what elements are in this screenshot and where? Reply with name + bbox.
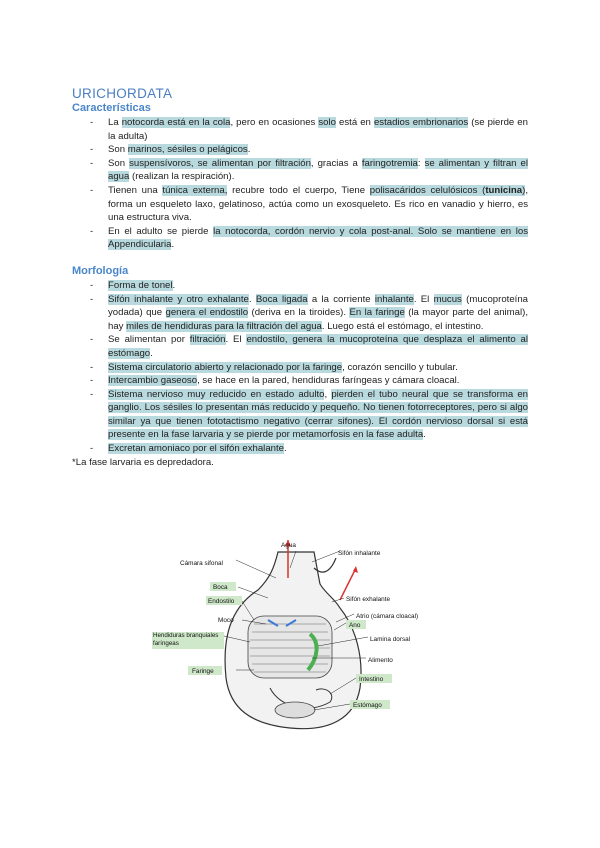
label-boca: Boca — [213, 584, 228, 591]
list-item — [72, 333, 528, 360]
highlighted-text: miles de hendiduras para la filtración del agua — [126, 320, 322, 332]
text-segment: . — [423, 429, 426, 441]
ascidian-diagram — [150, 538, 450, 738]
highlighted-text: notocorda está en la cola — [121, 117, 231, 128]
document-title: URICHORDATA — [72, 86, 173, 101]
text-segment: . — [172, 279, 176, 291]
highlighted-text: Intercambio gaseoso — [108, 375, 198, 387]
text-segment: Se alimentan por — [108, 334, 190, 346]
list-item — [72, 184, 528, 225]
highlighted-text: Excretan amoniaco por el sifón exhalante — [108, 443, 284, 455]
text-segment: a la corriente — [307, 293, 375, 305]
text-segment: Son — [108, 157, 130, 169]
highlighted-text: mucus — [433, 293, 462, 305]
text-segment: . Luego está el estómago, el intestino. — [321, 320, 484, 332]
list-item — [72, 361, 528, 375]
highlighted-text: endostilo, genera la mucoproteína que desplaza el alimento al estómago — [108, 334, 528, 359]
highlighted-text: se alimentan y filtran el agua — [108, 157, 528, 183]
bullet-dash: - — [90, 375, 94, 387]
list-item — [72, 225, 528, 252]
text-segment: , gracias a — [310, 157, 362, 169]
highlighted-text: inhalante — [374, 293, 414, 305]
text-segment: (se pierde en la adulta) — [108, 117, 528, 142]
bullet-dash: - — [90, 144, 94, 156]
text-segment: . — [171, 239, 175, 251]
bullet-dash: - — [90, 443, 94, 455]
bullet-dash: - — [90, 293, 94, 305]
highlighted-text: . Los sésiles lo presentan más reducido y pequeño. No tienen fotorreceptores, pero si algo similar ya que tienen fototactismo negativo (cerrar sifones). El cordón nervioso dorsal si está presente en la fase larvaria y se pierde por metamorfosis en la fase adulta — [108, 402, 528, 441]
label-estomago: Estómago — [353, 702, 382, 709]
highlighted-text: tunicina — [485, 184, 523, 196]
list-item — [72, 388, 528, 442]
text-segment: está en — [335, 117, 374, 128]
section-heading-caracteristicas: Características — [72, 102, 151, 114]
label-faringe: Faringe — [192, 668, 214, 675]
highlighted-text: En la faringe — [349, 307, 405, 319]
label-alimento: Alimento — [368, 657, 393, 664]
label-hendiduras: Hendiduras branquiales faríngeas — [153, 632, 219, 647]
bullet-dash: - — [90, 117, 94, 128]
highlighted-text: filtración — [189, 334, 226, 346]
text-segment: Tienen una — [108, 184, 163, 196]
label-lamina-dorsal: Lamina dorsal — [370, 636, 411, 643]
text-segment: , — [324, 388, 332, 400]
text-segment: , corazón sencillo y tubular. — [342, 361, 458, 373]
text-segment: (deriva en la tiroides). — [248, 307, 350, 319]
bullet-dash: - — [90, 184, 94, 196]
label-intestino: Intestino — [359, 676, 384, 683]
highlighted-text: Forma de tonel — [108, 279, 173, 291]
highlighted-text: Boca ligada — [255, 293, 308, 305]
highlighted-text: solo — [318, 117, 336, 128]
label-sifon-inhalante: Sifón inhalante — [338, 550, 381, 557]
highlighted-text: ) — [522, 184, 526, 196]
highlighted-text: marinos, sésiles o pelágicos — [127, 144, 248, 156]
section-heading-morfologia: Morfología — [72, 264, 129, 277]
larva-note: *La fase larvaria es depredadora. — [72, 456, 214, 468]
highlighted-text: suspensívoros, se alimentan por filtración — [129, 157, 311, 169]
highlighted-text: faringotremia — [361, 157, 418, 169]
text-segment: . — [247, 144, 251, 156]
ascidian-anatomy-illustration — [150, 538, 450, 738]
bullet-dash: - — [90, 157, 94, 169]
bullet-dash: - — [90, 279, 94, 291]
list-item — [72, 143, 528, 157]
text-segment: . — [284, 443, 287, 455]
highlighted-text: genera el endostilo — [165, 307, 249, 319]
bullet-dash: - — [90, 361, 94, 373]
text-segment: (la mayor parte del animal), hay — [108, 307, 529, 332]
label-moco: Moco — [218, 617, 234, 624]
text-segment: . — [150, 347, 153, 359]
list-item — [72, 279, 528, 293]
document-page — [72, 86, 528, 469]
highlighted-text: Sifón inhalante y otro exhalante — [108, 293, 249, 305]
text-segment: . El — [225, 334, 247, 346]
highlighted-text: Sistema circulatorio abierto y relacionado por la faringe — [108, 361, 343, 373]
highlighted-text: estadios embrionarios — [373, 117, 469, 128]
list-item — [72, 157, 528, 184]
label-camara-sifonal: Cámara sifonal — [180, 560, 223, 567]
list-item — [72, 293, 528, 334]
text-segment: , pero en ocasiones — [230, 117, 319, 128]
list-item — [72, 116, 528, 143]
bullet-dash: - — [90, 225, 94, 237]
text-segment: recubre todo el cuerpo, Tiene — [227, 184, 370, 196]
highlighted-text: la notocorda, cordón nervio y cola post-anal. Solo se mantiene en los Appendicularia — [108, 225, 528, 251]
text-segment: , se hace en la pared, hendiduras faríngeas y cámara cloacal. — [197, 375, 460, 387]
text-segment: , forma un esqueleto laxo, gelatinoso, actúa como un exosqueleto. Es rico en vanadio y hierro, es una estructura viva. — [108, 184, 528, 224]
highlighted-text: túnica externa, — [162, 184, 228, 196]
label-endostilo: Endostilo — [208, 598, 235, 605]
text-segment: (realizan la respiración). — [129, 171, 235, 183]
text-segment: (mucoproteína yodada) que — [108, 293, 529, 319]
list-item — [72, 442, 528, 456]
label-ano: Ano — [349, 622, 361, 629]
text-segment: La — [108, 117, 122, 128]
list-item — [72, 374, 528, 388]
text-segment: : — [417, 157, 425, 169]
label-atrio: Atrio (cámara cloacal) — [356, 613, 419, 620]
text-segment: En el adulto se pierde — [108, 225, 214, 237]
text-segment: . El — [413, 293, 434, 305]
highlighted-text: Sistema nervioso muy reducido en estado adulto — [108, 388, 325, 400]
bullet-dash: - — [90, 334, 94, 346]
text-segment: . — [248, 293, 256, 305]
highlighted-text: pierden el tubo neural que se transforma en ganglio — [108, 388, 528, 414]
text-segment: Son — [108, 144, 128, 156]
morfologia-list — [72, 279, 528, 456]
label-agua: Agua — [281, 542, 296, 549]
highlighted-text: polisacáridos celulósicos ( — [369, 184, 486, 196]
label-sifon-exhalante: Sifón exhalante — [346, 596, 391, 603]
bullet-dash: - — [90, 388, 94, 400]
caracteristicas-list — [72, 116, 528, 252]
